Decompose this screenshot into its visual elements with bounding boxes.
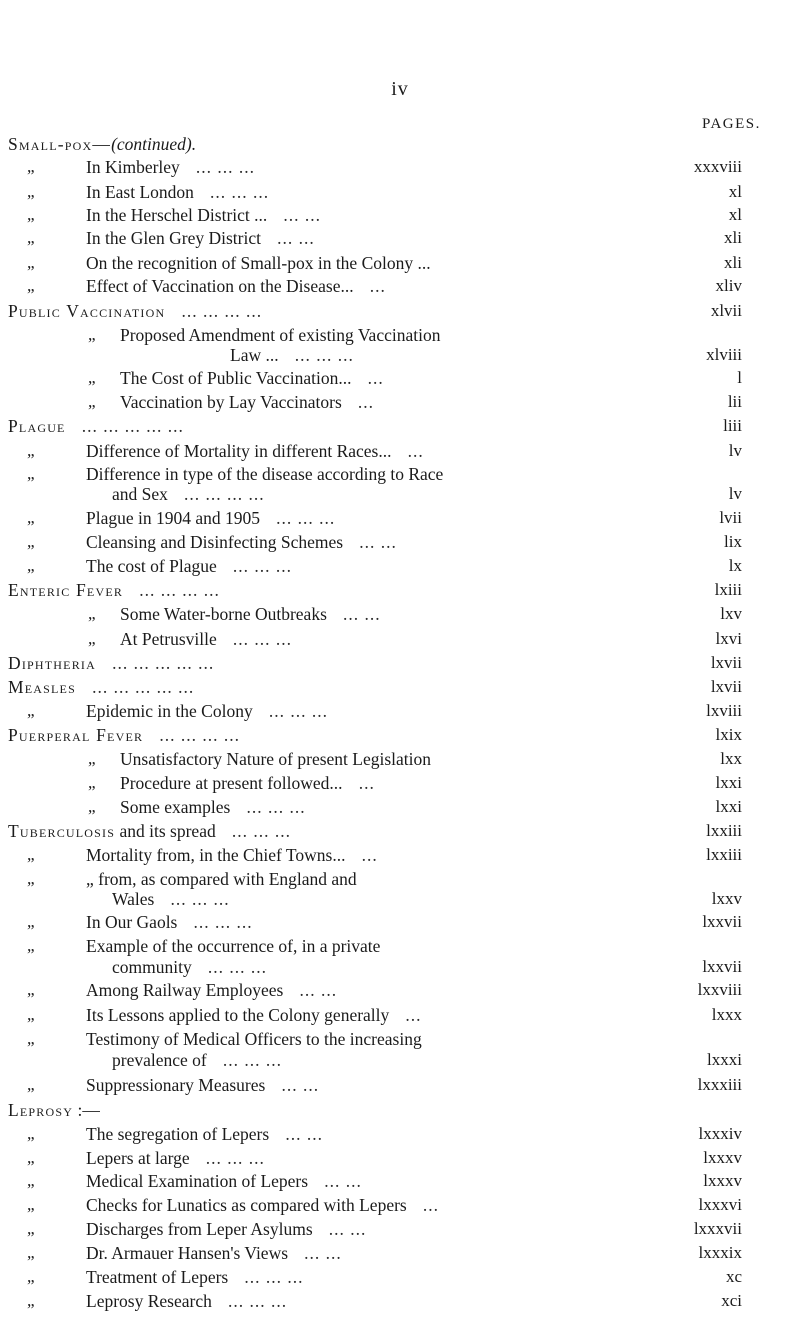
toc-entry xyxy=(0,440,800,462)
leader-dots: ... xyxy=(351,368,384,388)
page-reference: lxxv xyxy=(711,889,742,908)
heading-suffix: (continued). xyxy=(111,134,197,154)
leader-dots: ... ... ... xyxy=(179,157,256,177)
page-reference: lvii xyxy=(719,508,742,527)
ditto-mark: „ xyxy=(27,1171,35,1190)
page-reference: lxxxv xyxy=(703,1148,742,1167)
entry-title: In Kimberley xyxy=(86,157,180,177)
toc-entry xyxy=(0,724,800,746)
page-reference: lxxi xyxy=(715,797,742,816)
leader-dots: ... ... ... xyxy=(230,797,306,817)
heading-suffix: :— xyxy=(73,1100,100,1120)
entry-title: Its Lessons applied to the Colony generally xyxy=(86,1005,390,1025)
leader-dots: ... ... ... ... xyxy=(123,580,220,600)
ditto-mark: „ xyxy=(27,869,35,888)
ditto-mark: „ xyxy=(27,912,35,931)
toc-entry xyxy=(0,300,800,322)
page-reference: lxxxv xyxy=(703,1171,742,1190)
ditto-mark: „ xyxy=(27,205,35,224)
entry-title: Difference of Mortality in different Races... xyxy=(86,441,392,461)
toc-entry xyxy=(0,911,800,933)
toc-entry xyxy=(0,227,800,249)
entry-title: community xyxy=(112,957,192,977)
toc-entry xyxy=(0,133,800,155)
leader-dots: ... xyxy=(406,1195,439,1215)
page-reference: lii xyxy=(727,392,742,411)
toc-entry xyxy=(0,1290,800,1312)
entry-title: Among Railway Employees xyxy=(86,980,284,1000)
page-reference: lxxxiv xyxy=(698,1124,742,1143)
page-reference: xl xyxy=(728,205,742,224)
toc-entry xyxy=(0,579,800,601)
page-reference: xlvii xyxy=(710,301,742,320)
page-reference: lv xyxy=(728,441,742,460)
entry-title: In Our Gaols xyxy=(86,912,178,932)
entry-title: Treatment of Lepers xyxy=(86,1267,229,1287)
leader-dots: ... ... ... ... ... xyxy=(75,677,195,697)
leader-dots: ... ... xyxy=(343,532,397,552)
toc-entry xyxy=(0,628,800,650)
toc-entry xyxy=(0,1028,800,1050)
page-reference: l xyxy=(737,368,742,387)
ditto-mark: „ xyxy=(27,1195,35,1214)
section-heading: Small-pox— xyxy=(8,134,112,154)
page-reference: lix xyxy=(724,532,742,551)
entry-title: Some Water-borne Outbreaks xyxy=(120,604,327,624)
entry-title: In the Herschel District ... xyxy=(86,205,268,225)
toc-entry xyxy=(0,1123,800,1145)
toc-entry xyxy=(0,1218,800,1240)
entry-title: Suppressionary Measures xyxy=(86,1075,266,1095)
leader-dots: ... ... xyxy=(326,604,381,624)
ditto-mark: „ xyxy=(88,797,96,816)
ditto-mark: „ xyxy=(27,845,35,864)
leader-dots: ... ... xyxy=(267,205,322,225)
ditto-mark: „ xyxy=(27,1124,35,1143)
entry-title: prevalence of xyxy=(112,1050,207,1070)
page-reference: lxxiii xyxy=(706,845,742,864)
ditto-mark: „ xyxy=(27,508,35,527)
toc-entry xyxy=(0,796,800,818)
leader-dots: ... ... ... xyxy=(216,556,292,576)
ditto-mark: „ xyxy=(27,1029,35,1048)
entry-title: The segregation of Lepers xyxy=(86,1124,270,1144)
toc-entry xyxy=(0,748,800,770)
leader-dots: ... ... ... xyxy=(252,701,328,721)
leader-dots: ... ... xyxy=(283,980,338,1000)
toc-entry xyxy=(0,820,800,842)
toc-entry xyxy=(0,652,800,674)
entry-title: Cleansing and Disinfecting Schemes xyxy=(86,532,344,552)
page-reference: lx xyxy=(728,556,742,575)
ditto-mark: „ xyxy=(27,532,35,551)
section-heading: Public Vaccination xyxy=(8,301,166,321)
ditto-mark: „ xyxy=(27,936,35,955)
leader-dots: ... xyxy=(341,392,374,412)
leader-dots: ... ... xyxy=(260,228,315,248)
entry-title: In the Glen Grey District xyxy=(86,228,261,248)
page-reference: xci xyxy=(721,1291,742,1310)
page-reference: lv xyxy=(728,484,742,503)
ditto-mark: „ xyxy=(27,701,35,720)
leader-dots: ... ... xyxy=(265,1075,320,1095)
leader-dots: ... ... ... ... ... xyxy=(65,416,184,436)
leader-dots: ... ... ... xyxy=(228,1267,304,1287)
toc-entry xyxy=(0,507,800,529)
toc-entry xyxy=(0,463,800,485)
ditto-mark: „ xyxy=(27,441,35,460)
leader-dots: ... ... ... ... xyxy=(143,725,240,745)
page-reference: liii xyxy=(723,416,742,435)
ditto-mark: „ xyxy=(27,1267,35,1286)
page-reference: xc xyxy=(725,1267,742,1286)
entry-title: Discharges from Leper Asylums xyxy=(86,1219,313,1239)
ditto-mark: „ xyxy=(27,556,35,575)
entry-title: On the recognition of Small-pox in the Colony ... xyxy=(86,253,431,273)
leader-dots: ... ... xyxy=(308,1171,362,1191)
toc-entry xyxy=(0,483,800,505)
toc-entry xyxy=(0,252,800,274)
entry-title: Unsatisfactory Nature of present Legislation xyxy=(120,749,432,769)
toc-entry xyxy=(0,367,800,389)
page-reference: xli xyxy=(724,228,742,247)
toc-entry xyxy=(0,391,800,413)
entry-title: Some examples xyxy=(120,797,231,817)
entry-title: Plague in 1904 and 1905 xyxy=(86,508,261,528)
ditto-mark: „ xyxy=(88,325,96,344)
ditto-mark: „ xyxy=(27,1219,35,1238)
ditto-mark: „ xyxy=(27,157,35,176)
page-reference: lxxvii xyxy=(702,912,742,931)
page-reference: xliv xyxy=(715,276,742,295)
page-reference: xxxviii xyxy=(693,157,742,176)
page-reference: lxvi xyxy=(715,629,742,648)
entry-title: Mortality from, in the Chief Towns... xyxy=(86,845,346,865)
page-reference: lxvii xyxy=(710,653,742,672)
ditto-mark: „ xyxy=(27,276,35,295)
page-reference: lxxi xyxy=(715,773,742,792)
ditto-mark: „ xyxy=(88,773,96,792)
ditto-mark: „ xyxy=(88,392,96,411)
toc-entry xyxy=(0,1194,800,1216)
entry-title: Testimony of Medical Officers to the increasing xyxy=(86,1029,422,1049)
ditto-mark: „ xyxy=(27,1291,35,1310)
page-reference: lxxviii xyxy=(697,980,742,999)
leader-dots: ... ... ... xyxy=(211,1291,288,1311)
page-reference: lxv xyxy=(720,604,742,623)
entry-title: Lepers at large xyxy=(86,1148,190,1168)
toc-entry xyxy=(0,1099,800,1121)
toc-entry xyxy=(0,415,800,437)
page-reference: lxxxi xyxy=(707,1050,742,1069)
ditto-mark: „ xyxy=(27,1005,35,1024)
toc-entry xyxy=(0,204,800,226)
toc-entry xyxy=(0,531,800,553)
page-reference: xlviii xyxy=(706,345,742,364)
toc-entry xyxy=(0,1266,800,1288)
entry-title: Epidemic in the Colony xyxy=(86,701,253,721)
entry-title: Medical Examination of Lepers xyxy=(86,1171,309,1191)
leader-dots: ... ... ... xyxy=(206,1050,282,1070)
ditto-mark: „ xyxy=(27,1075,35,1094)
entry-title: Procedure at present followed... xyxy=(120,773,343,793)
entry-title: Example of the occurrence of, in a private xyxy=(86,936,381,956)
leader-dots: ... xyxy=(389,1005,422,1025)
leader-dots: ... ... ... xyxy=(216,629,292,649)
section-heading: Plague xyxy=(8,416,66,436)
page-reference: lxxxvi xyxy=(698,1195,742,1214)
leader-dots: ... ... xyxy=(269,1124,323,1144)
entry-title: At Petrusville xyxy=(120,629,217,649)
section-heading: Puerperal Fever xyxy=(8,725,144,745)
toc-entry xyxy=(0,156,800,178)
ditto-mark: „ xyxy=(27,464,35,483)
entry-title: Effect of Vaccination on the Disease... xyxy=(86,276,354,296)
leader-dots: ... ... ... xyxy=(189,1148,265,1168)
leader-dots: ... ... ... xyxy=(278,345,354,365)
page-reference: lxiii xyxy=(714,580,742,599)
ditto-mark: „ xyxy=(27,228,35,247)
page-reference: lxix xyxy=(715,725,742,744)
leader-dots: ... ... ... xyxy=(154,889,230,909)
leader-dots: ... ... xyxy=(312,1219,367,1239)
ditto-mark: „ xyxy=(88,368,96,387)
entry-title: The Cost of Public Vaccination... xyxy=(120,368,352,388)
ditto-mark: „ xyxy=(27,1148,35,1167)
page-reference: xl xyxy=(728,182,742,201)
toc-entry xyxy=(0,181,800,203)
toc-entry xyxy=(0,324,800,346)
entry-title: and Sex xyxy=(112,484,168,504)
toc-entry xyxy=(0,868,800,890)
leader-dots: ... xyxy=(353,276,386,296)
page-number: iv xyxy=(391,78,409,100)
page-reference: lxxxix xyxy=(698,1243,742,1262)
leader-dots: ... ... ... xyxy=(193,182,270,202)
leader-dots: ... ... ... ... xyxy=(167,484,265,504)
entry-title: Proposed Amendment of existing Vaccination xyxy=(120,325,441,345)
entry-title: Vaccination by Lay Vaccinators xyxy=(120,392,342,412)
page-reference: lxxxvii xyxy=(693,1219,742,1238)
leader-dots: ... ... ... xyxy=(191,957,267,977)
page-reference: lxx xyxy=(720,749,742,768)
toc-entry xyxy=(0,1049,800,1071)
leader-dots: ... ... ... ... xyxy=(165,301,263,321)
ditto-mark: „ xyxy=(27,980,35,999)
toc-entry xyxy=(0,956,800,978)
toc-entry xyxy=(0,555,800,577)
toc-entry xyxy=(0,772,800,794)
heading-suffix: and its spread xyxy=(115,821,216,841)
toc-entry xyxy=(0,344,800,366)
toc-entry xyxy=(0,1147,800,1169)
entry-title: Leprosy Research xyxy=(86,1291,212,1311)
section-heading: Measles xyxy=(8,677,76,697)
entry-title: Difference in type of the disease according to Race xyxy=(86,464,444,484)
page-reference: xli xyxy=(724,253,742,272)
toc-entry xyxy=(0,1074,800,1096)
pages-column-header: PAGES. xyxy=(702,116,761,132)
ditto-mark: „ xyxy=(88,604,96,623)
toc-entry xyxy=(0,676,800,698)
ditto-mark: „ xyxy=(27,182,35,201)
toc-entry xyxy=(0,603,800,625)
ditto-mark: „ xyxy=(27,253,35,272)
entry-title: Dr. Armauer Hansen's Views xyxy=(86,1243,289,1263)
leader-dots: ... xyxy=(391,441,424,461)
ditto-mark: „ xyxy=(88,629,96,648)
page-reference: lxxx xyxy=(711,1005,742,1024)
toc-entry xyxy=(0,888,800,910)
ditto-mark: „ xyxy=(88,749,96,768)
entry-title: In East London xyxy=(86,182,194,202)
toc-entry xyxy=(0,275,800,297)
leader-dots: ... xyxy=(342,773,375,793)
section-heading: Diphtheria xyxy=(8,653,96,673)
leader-dots: ... ... ... ... ... xyxy=(95,653,215,673)
entry-title: Law ... xyxy=(230,345,279,365)
page-reference: lxviii xyxy=(706,701,742,720)
toc-entry xyxy=(0,1004,800,1026)
page-reference: lxxiii xyxy=(706,821,742,840)
toc-entry xyxy=(0,1242,800,1264)
page-reference: lxvii xyxy=(710,677,742,696)
entry-title: The cost of Plague xyxy=(86,556,217,576)
entry-title: Checks for Lunatics as compared with Lepers xyxy=(86,1195,407,1215)
section-heading: Enteric Fever xyxy=(8,580,124,600)
leader-dots: ... xyxy=(345,845,378,865)
entry-title: Wales xyxy=(112,889,155,909)
leader-dots: ... ... ... xyxy=(177,912,253,932)
section-heading: Leprosy xyxy=(8,1100,74,1120)
toc-entry xyxy=(0,844,800,866)
toc-entry xyxy=(0,979,800,1001)
toc-entry xyxy=(0,935,800,957)
leader-dots: ... ... xyxy=(288,1243,342,1263)
leader-dots: ... ... ... xyxy=(260,508,336,528)
page-reference: lxxxiii xyxy=(697,1075,742,1094)
ditto-mark: „ xyxy=(27,1243,35,1262)
page-reference: lxxvii xyxy=(702,957,742,976)
entry-title: „ from, as compared with England and xyxy=(86,869,357,889)
section-heading: Tuberculosis xyxy=(8,821,116,841)
leader-dots: ... ... ... xyxy=(215,821,291,841)
toc-entry xyxy=(0,700,800,722)
toc-entry xyxy=(0,1170,800,1192)
